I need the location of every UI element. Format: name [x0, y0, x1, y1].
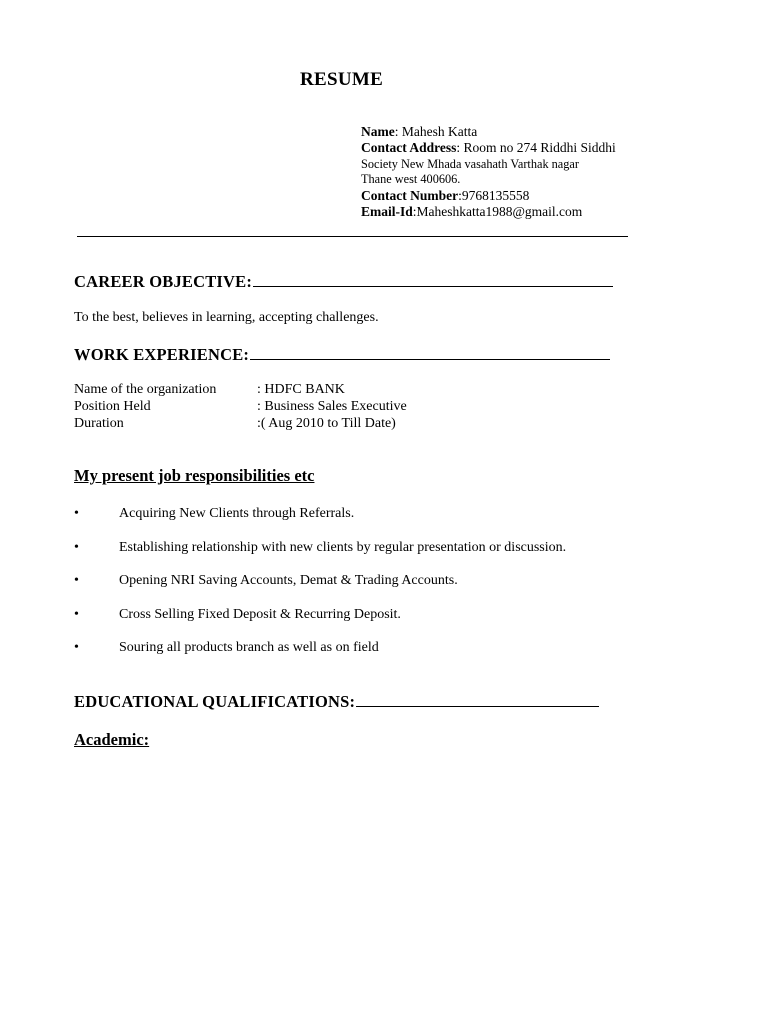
name-label: Name [361, 124, 395, 139]
education-title: EDUCATIONAL QUALIFICATIONS: [74, 692, 356, 711]
list-item-text: Acquiring New Clients through Referrals. [119, 506, 355, 521]
header-divider [77, 236, 628, 237]
page-title: RESUME [300, 69, 384, 90]
email-value: :Maheshkatta1988@gmail.com [412, 204, 583, 220]
email-label: Email-Id [361, 204, 413, 220]
work-row [74, 415, 407, 432]
heading-underline [356, 692, 599, 707]
number-value: :9768135558 [458, 188, 530, 203]
name-value: : Mahesh Katta [394, 124, 478, 139]
address-line-1: : Room no 274 Riddhi Siddhi [456, 140, 616, 156]
contact-block [361, 124, 661, 221]
heading-underline [250, 345, 610, 360]
bullet-icon: • [74, 640, 79, 655]
work-label: Name of the organization [74, 382, 217, 397]
work-experience-title: WORK EXPERIENCE: [74, 345, 250, 364]
responsibilities-heading: My present job responsibilities etc [74, 466, 315, 485]
list-item-text: Souring all products branch as well as on field [119, 640, 379, 655]
work-details [74, 381, 407, 433]
address-line-3: Thane west 400606. [361, 172, 461, 187]
career-objective-heading [74, 272, 613, 292]
work-value: :( Aug 2010 to Till Date) [257, 416, 396, 432]
bullet-icon: • [74, 539, 79, 555]
work-value: : Business Sales Executive [257, 399, 407, 415]
bullet-icon: • [74, 606, 79, 622]
number-label: Contact Number [361, 188, 459, 203]
work-row [74, 381, 407, 398]
number-row [361, 188, 661, 204]
bullet-icon: • [74, 573, 79, 588]
list-item-text: Establishing relationship with new clients by regular presentation or discussion. [119, 539, 567, 555]
name-row [361, 124, 661, 140]
career-objective-title: CAREER OBJECTIVE: [74, 272, 253, 291]
list-item-text: Cross Selling Fixed Deposit & Recurring Deposit. [119, 606, 401, 622]
list-item-text: Opening NRI Saving Accounts, Demat & Trading Accounts. [119, 573, 458, 588]
address-label: Contact Address [361, 140, 457, 156]
work-label: Position Held [74, 399, 151, 415]
work-row [74, 398, 407, 415]
academic-heading: Academic: [74, 730, 150, 749]
address-row [361, 140, 661, 156]
address-line-2: Society New Mhada vasahath Varthak nagar [361, 156, 579, 171]
work-experience-heading [74, 345, 610, 365]
work-value: : HDFC BANK [257, 382, 345, 397]
education-heading [74, 692, 599, 712]
career-objective-text: To the best, believes in learning, accepting challenges. [74, 310, 379, 325]
bullet-icon: • [74, 506, 79, 521]
heading-underline [253, 272, 613, 287]
work-label: Duration [74, 416, 124, 432]
email-row [361, 204, 661, 220]
